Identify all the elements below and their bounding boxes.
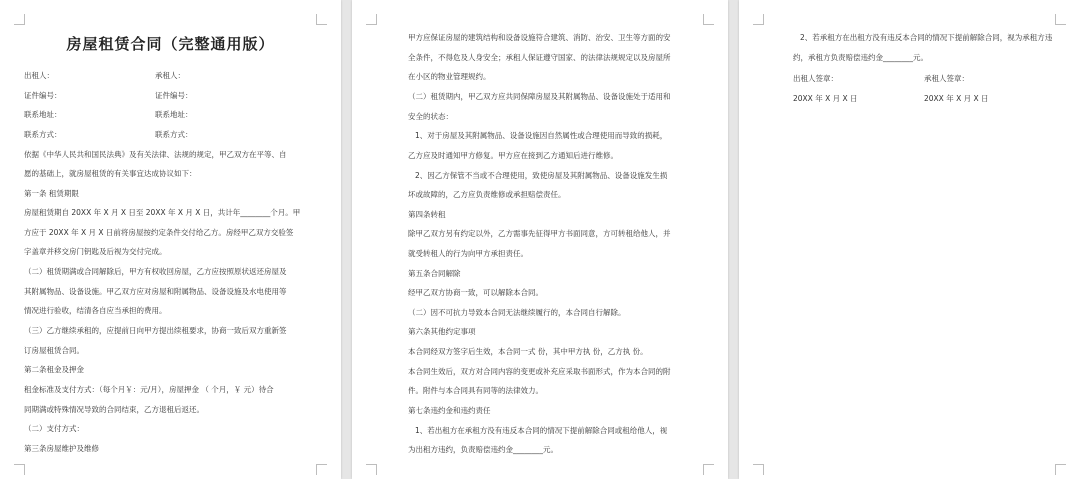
lessee-signature-label: 承租人签章： [924,74,969,83]
paragraph-line: 为出租方违约，负责赔偿违约金________元。 [408,445,558,454]
lessor-id-label: 证件编号： [24,91,62,100]
document-page-2 [352,0,728,479]
paragraph-line: 字盖章并移交房门钥匙及后视为交付完成。 [24,247,167,256]
paragraph-line: 乙方应及时通知甲方修复。甲方应在接到乙方通知后进行维修。 [408,151,618,160]
paragraph-line: 1、对于房屋及其附属物品、设备设施因自然属性或合理使用而导致的损耗， [415,131,668,140]
section-heading: 第五条合同解除 [408,269,461,278]
lessor-contact-label: 联系方式： [24,130,62,139]
crop-mark [1055,14,1066,25]
section-heading: 第六条其他约定事项 [408,327,476,336]
paragraph-line: 本合同经双方签字后生效，本合同一式 份，其中甲方执 份，乙方执 份。 [408,347,648,356]
crop-mark [753,464,764,475]
lessor-signature-label: 出租人签章： [793,74,838,83]
paragraph-line: 订房屋租赁合同。 [24,346,84,355]
paragraph-line: 2、因乙方保管不当或不合理使用，致使房屋及其附属物品、设备设施发生损 [415,171,668,180]
paragraph-line: 依据《中华人民共和国民法典》及有关法律、法规的规定，甲乙双方在平等、自 [24,150,287,159]
crop-mark [1055,464,1066,475]
section-heading: 第一条 租赁期限 [24,189,79,198]
paragraph-line: （三）乙方继续承租的，应提前日向甲方提出续租要求，协商一致后双方重新签 [24,326,287,335]
crop-mark [316,14,327,25]
lessee-address-label: 联系地址： [155,110,193,119]
paragraph-line: 租金标准及支付方式：（每个月￥：元/月），房屋押金 （ 个月，￥ 元）待合 [24,385,274,394]
section-heading: 第三条房屋维护及维修 [24,444,99,453]
document-title: 房屋租赁合同（完整通用版） [66,35,275,53]
crop-mark [14,464,25,475]
crop-mark [14,14,25,25]
paragraph-line: 房屋租赁期自 20XX 年 X 月 X 日至 20XX 年 X 月 X 日，共计年________个月。甲 [24,208,301,217]
lessee-date: 20XX 年 X 月 X 日 [924,94,989,103]
paragraph-line: 除甲乙双方另有约定以外，乙方需事先征得甲方书面同意，方可转租给他人，并 [408,229,671,238]
lessee-contact-label: 联系方式： [155,130,193,139]
paragraph-line: 件。附件与本合同具有同等的法律效力。 [408,386,543,395]
section-heading: 第七条违约金和违约责任 [408,406,491,415]
lessor-address-label: 联系地址： [24,110,62,119]
paragraph-line: 全条件，不得危及人身安全；承租人保证遵守国家、的法律法规规定以及房屋所 [408,53,671,62]
crop-mark [703,14,714,25]
lessor-label: 出租人： [24,71,54,80]
paragraph-line: （二）租赁期内，甲乙双方应共同保障房屋及其附属物品、设备设施处于适用和 [408,92,671,101]
paragraph-line: 经甲乙双方协商一致，可以解除本合同。 [408,288,543,297]
crop-mark [366,14,377,25]
section-heading: 第四条转租 [408,210,446,219]
document-page-3 [739,0,1080,479]
paragraph-line: 情况进行验收，结清各自应当承担的费用。 [24,306,167,315]
paragraph-line: 坏或故障的，乙方应负责维修或承担赔偿责任。 [408,190,566,199]
paragraph-line: （二）支付方式： [24,424,84,433]
paragraph-line: 在小区的物业管理规约。 [408,72,491,81]
crop-mark [316,464,327,475]
crop-mark [703,464,714,475]
document-page-1 [0,0,341,479]
paragraph-line: 2、若承租方在出租方没有违反本合同的情况下提前解除合同，视为承租方违 [800,33,1053,42]
section-heading: 第二条租金及押金 [24,365,84,374]
paragraph-line: 同期满或特殊情况导致的合同结束，乙方退租后返还。 [24,405,204,414]
crop-mark [366,464,377,475]
paragraph-line: 本合同生效后，双方对合同内容的变更或补充应采取书面形式，作为本合同的附 [408,367,671,376]
paragraph-line: 安全的状态： [408,112,453,121]
paragraph-line: 就受转租人的行为向甲方承担责任。 [408,249,528,258]
paragraph-line: 甲方应保证房屋的建筑结构和设备设施符合建筑、消防、治安、卫生等方面的安 [408,33,671,42]
paragraph-line: 1、若出租方在承租方没有违反本合同的情况下提前解除合同或租给他人，视 [415,426,668,435]
lessor-date: 20XX 年 X 月 X 日 [793,94,858,103]
paragraph-line: 方应于 20XX 年 X 月 X 日前将房屋按约定条件交付给乙方。房经甲乙双方交验签 [24,228,294,237]
paragraph-line: 愿的基础上，就房屋租赁的有关事宜达成协议如下： [24,169,197,178]
lessee-id-label: 证件编号： [155,91,193,100]
paragraph-line: （二）因不可抗力导致本合同无法继续履行的，本合同自行解除。 [408,308,626,317]
crop-mark [753,14,764,25]
paragraph-line: （二）租赁期满或合同解除后，甲方有权收回房屋，乙方应按照原状返还房屋及 [24,267,287,276]
paragraph-line: 其附属物品、设备设施。甲乙双方应对房屋和附属物品、设备设施及水电使用等 [24,287,287,296]
paragraph-line: 约，承租方负责赔偿违约金________元。 [793,53,928,62]
lessee-label: 承租人： [155,71,185,80]
